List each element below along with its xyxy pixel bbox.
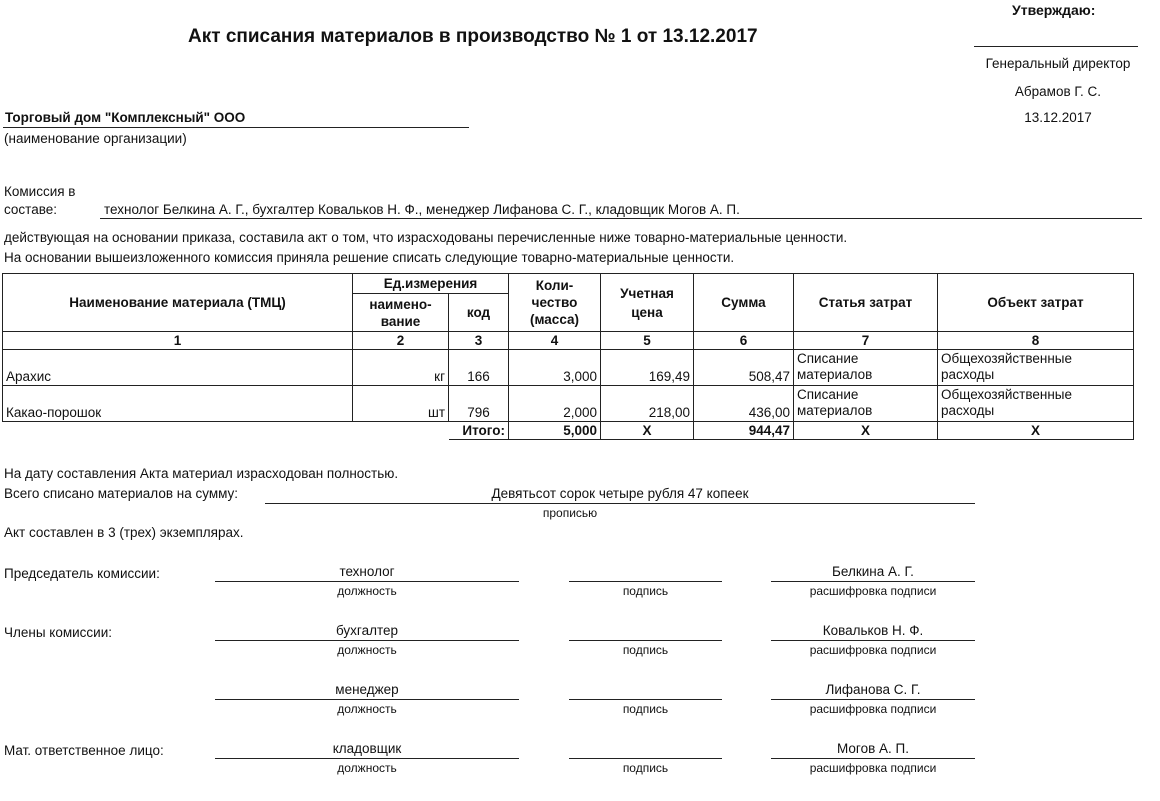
caption-name: расшифровка подписи [809,702,937,716]
document-title: Акт списания материалов в производство № 1 от 13.12.2017 [188,26,758,47]
total-qty: 5,000 [509,422,601,440]
header-price: Учетная цена [601,274,694,332]
col-number: 4 [509,332,601,350]
caption-position: должность [337,761,397,775]
materials-table [2,273,1134,440]
organization-line [3,127,469,128]
caption-position: должность [337,584,397,598]
row-sum: 508,47 [694,350,794,386]
row-sum: 436,00 [694,386,794,422]
responsible-label: Мат. ответственное лицо: [4,743,164,758]
commission-text-1: действующая на основании приказа, составила акт о том, что израсходованы перечисленные ниже товарно-материальные ценности. [4,230,848,245]
column-numbers-row [3,332,1134,350]
col-number: 6 [694,332,794,350]
total-sum: 944,47 [694,422,794,440]
copies-text: Акт составлен в 3 (трех) экземплярах. [4,525,244,540]
row-code: 166 [449,350,509,386]
header-code: код [449,294,509,332]
signature-position: менеджер [335,682,399,697]
table-row [3,386,1134,422]
total-words-caption: прописью [542,506,598,520]
header-sum: Сумма [694,274,794,332]
caption-name: расшифровка подписи [809,761,937,775]
signature-position: бухгалтер [336,623,398,638]
row-qty: 2,000 [509,386,601,422]
row-code: 796 [449,386,509,422]
header-name: Наименование материала (ТМЦ) [3,274,353,332]
total-words-label: Всего списано материалов на сумму: [4,486,239,501]
caption-position: должность [337,643,397,657]
total-cost-object: X [938,422,1134,440]
col-number: 3 [449,332,509,350]
signature-line [569,640,722,641]
approver-name: Абрамов Г. С. [1014,84,1102,99]
members-label: Члены комиссии: [4,625,113,640]
header-unit-name: наимено- вание [353,294,449,332]
signature-name: Лифанова С. Г. [825,682,921,697]
used-text: На дату составления Акта материал израсходован полностью. [4,466,399,481]
col-number: 7 [794,332,938,350]
caption-name: расшифровка подписи [809,643,937,657]
caption-signature: подпись [622,761,669,775]
signature-line [569,758,722,759]
approve-signature-line [974,46,1138,47]
organization-name: Торговый дом "Комплексный" ООО [5,110,246,125]
row-price: 218,00 [601,386,694,422]
total-words-line [265,503,975,504]
signature-name: Белкина А. Г. [832,564,914,579]
signature-name: Могов А. П. [837,741,909,756]
row-cost-object: Общехозяйственные расходы [938,386,1134,422]
signature-line [569,699,722,700]
total-row [3,422,1134,440]
col-number: 8 [938,332,1134,350]
signature-position: технолог [339,564,395,579]
row-name: Арахис [3,350,353,386]
row-price: 169,49 [601,350,694,386]
commission-label-2: составе: [4,202,57,217]
commission-members-line [100,218,1142,219]
commission-members: технолог Белкина А. Г., бухгалтер Ковальков Н. Ф., менеджер Лифанова С. Г., кладовщик Могов А. П. [104,202,740,217]
row-unit: кг [353,350,449,386]
caption-signature: подпись [622,584,669,598]
caption-signature: подпись [622,643,669,657]
header-qty: Коли- чество (масса) [509,274,601,332]
row-qty: 3,000 [509,350,601,386]
row-cost-object: Общехозяйственные расходы [938,350,1134,386]
approver-position: Генеральный директор [985,56,1131,71]
row-cost-item: Списание материалов [794,386,938,422]
total-words: Девятьсот сорок четыре рубля 47 копеек [491,486,749,501]
header-cost-object: Объект затрат [938,274,1134,332]
row-name: Какао-порошок [3,386,353,422]
col-number: 2 [353,332,449,350]
total-cost-item: X [794,422,938,440]
caption-position: должность [337,702,397,716]
total-label: Итого: [449,422,509,440]
table-row [3,350,1134,386]
col-number: 1 [3,332,353,350]
row-unit: шт [353,386,449,422]
caption-signature: подпись [622,702,669,716]
signature-line [569,581,722,582]
row-cost-item: Списание материалов [794,350,938,386]
header-unit-group: Ед.измерения [353,274,509,294]
caption-name: расшифровка подписи [809,584,937,598]
approve-date: 13.12.2017 [1024,110,1092,125]
col-number: 5 [601,332,694,350]
header-cost-item: Статья затрат [794,274,938,332]
signature-name: Ковальков Н. Ф. [822,623,924,638]
total-price: X [601,422,694,440]
commission-text-2: На основании вышеизложенного комиссия приняла решение списать следующие товарно-материальные ценности. [4,250,735,265]
approve-label: Утверждаю: [1012,2,1096,18]
chairman-label: Председатель комиссии: [4,566,160,581]
commission-label-1: Комиссия в [4,184,76,199]
signature-position: кладовщик [332,741,402,756]
organization-caption: (наименование организации) [4,131,187,146]
